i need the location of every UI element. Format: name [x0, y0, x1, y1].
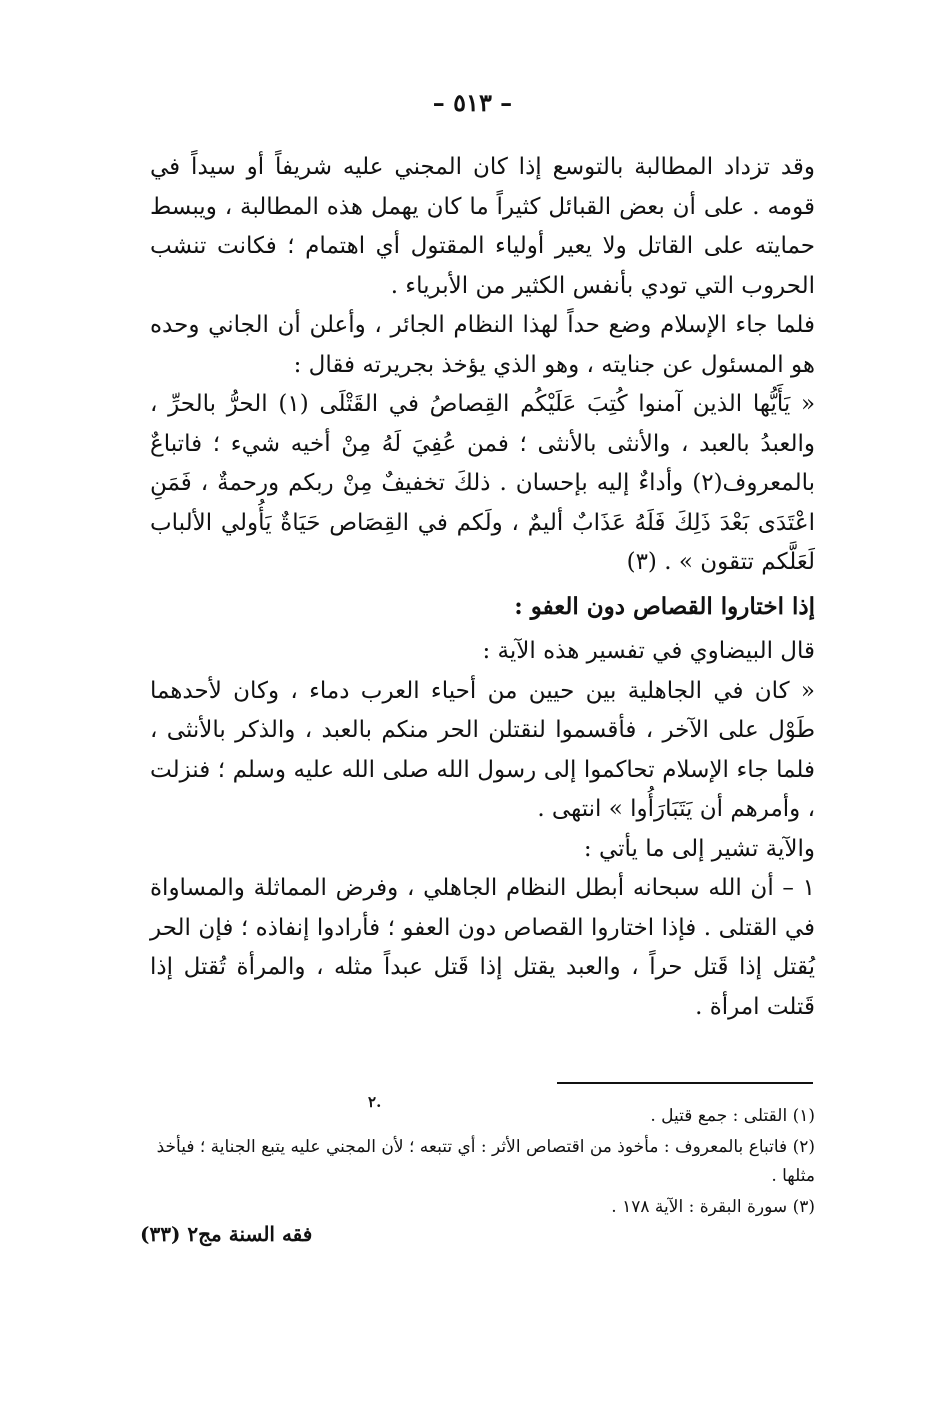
paragraph: قال البيضاوي في تفسير هذه الآية : [482, 638, 815, 664]
paragraph: وقد تزداد المطالبة بالتوسع إذا كان المجني عليه شريفاً أو سيداً في قومه . على أن بعض القبائل كثيراً ما كان يهمل هذه المطالبة ، ويبسط حمايته على القاتل ولا يعير أولياء المقتول أي اهتمام ؛ فكانت تنشب الحروب التي تودي بأنفس الكثير من الأبرياء . [150, 154, 815, 299]
paragraph: والآية تشير إلى ما يأتي : [583, 835, 815, 862]
paragraph: فلما جاء الإسلام وضع حداً لهذا النظام الجائر ، وأعلن أن الجاني وحده هو المسئول عن جنايته ، وهو الذي يؤخذ بجريرته فقال : [150, 312, 815, 378]
page-number: – ٥١٣ – [432, 88, 513, 117]
footnote-separator [557, 1082, 813, 1084]
footnote-mark: ٢. [368, 1093, 382, 1111]
numbered-point: ١ – أن الله سبحانه أبطل النظام الجاهلي ، وفرض المماثلة والمساواة في القتلى . فإذا اختاروا القصاص دون العفو ؛ فأرادوا إنفاذه ؛ فإن الحر يُقتل إذا قَتل حراً ، والعبد يقتل إذا قَتل عبداً مثله ، والمرأة تُقتل إذا قَتلت امرأة . [150, 875, 815, 1020]
baydawi-quote: « كان في الجاهلية بين حيين من أحياء العرب دماء ، وكان لأحدهما طَوْل على الآخر ، فأقسموا لنقتلن الحر منكم بالعبد ، والذكر بالأنثى ، فلما جاء الإسلام تحاكموا إلى رسول الله صلى الله عليه وسلم ؛ فنزلت ، وأمرهم أن يَتَبَارَأُوا » انتهى . [150, 677, 815, 822]
footnote: (٢) فاتباع بالمعروف : مأخوذ من اقتصاص الأثر : أي تتبعه ؛ لأن المجني عليه يتبع الجناية ؛ فيأخذ مثلها . [156, 1137, 815, 1186]
footnotes [150, 1102, 815, 1224]
footnote: (٣) سورة البقرة : الآية ١٧٨ . [611, 1197, 815, 1217]
section-heading: إذا اختاروا القصاص دون العفو : [514, 592, 815, 620]
quran-quote: « يَأَيُّها الذين آمنوا كُتِبَ عَلَيْكُم القِصاصُ في القَتْلَى (١) الحرُّ بالحرِّ ، والعبدُ بالعبد ، والأنثى بالأنثى ؛ فمن عُفِيَ لَهُ مِنْ أخيه شيء ؛ فاتباعٌ بالمعروف(٢) وأداءٌ إليه بإحسان . ذلكَ تخفيفٌ مِنْ ربكم ورحمةٌ ، فَمَنِ اعْتَدَى بَعْدَ ذَلِكَ فَلَهُ عَذَابٌ أليمٌ ، ولَكم في القِصَاص حَيَاةٌ يَأُولي الألباب لَعَلَّكم تتقون » . (٣) [150, 391, 816, 575]
main-text [150, 148, 815, 1027]
footnote: (١) القتلى : جمع قتيل . [650, 1106, 815, 1126]
book-signature: فقه السنة مج٢ (٣٣) [140, 1222, 313, 1246]
